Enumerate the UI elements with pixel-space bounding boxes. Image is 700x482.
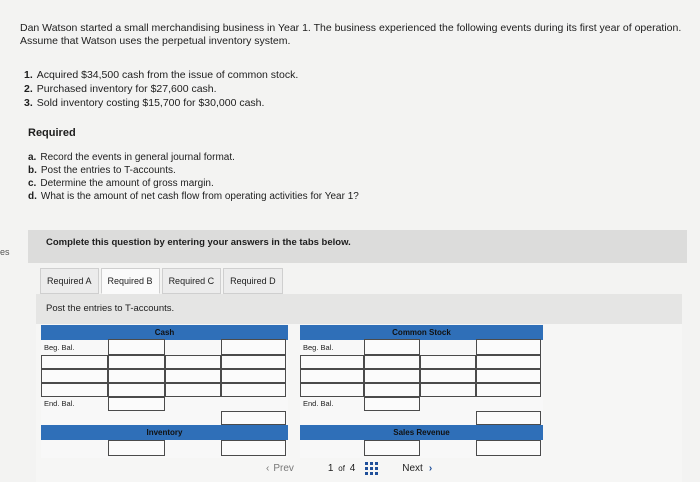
- grid-icon[interactable]: [365, 462, 378, 475]
- cs-credit-end[interactable]: [476, 411, 541, 425]
- beg-bal-label: Beg. Bal.: [44, 343, 75, 352]
- cash-debit-row3[interactable]: [108, 383, 165, 397]
- cash-credit-row3-label[interactable]: [165, 383, 221, 397]
- cash-credit-row2-label[interactable]: [165, 369, 221, 383]
- required-parts-list: [28, 151, 359, 203]
- t-account-title: Cash: [41, 325, 288, 340]
- cs-debit-row1[interactable]: [364, 355, 420, 369]
- chevron-left-icon: ‹: [266, 462, 270, 474]
- required-heading: Required: [28, 127, 76, 139]
- cs-debit-row3[interactable]: [364, 383, 420, 397]
- cash-credit-row1[interactable]: [221, 355, 286, 369]
- required-part: c. Determine the amount of gross margin.: [28, 178, 214, 189]
- tab-bar: [40, 268, 285, 294]
- next-button[interactable]: [402, 463, 432, 474]
- cs-debit-row1-label[interactable]: [300, 355, 364, 369]
- panel-instruction: Post the entries to T-accounts.: [46, 303, 175, 314]
- cash-debit-row2-label[interactable]: [41, 369, 108, 383]
- cash-credit-row1-label[interactable]: [165, 355, 221, 369]
- page-indicator: [328, 463, 355, 474]
- cs-credit-row3[interactable]: [476, 383, 541, 397]
- cash-credit-end[interactable]: [221, 411, 286, 425]
- cash-debit-beg[interactable]: [108, 339, 165, 355]
- required-part: d. What is the amount of net cash flow from operating activities for Year 1?: [28, 191, 359, 202]
- cash-debit-row1[interactable]: [108, 355, 165, 369]
- cash-debit-row1-label[interactable]: [41, 355, 108, 369]
- tab-required-b[interactable]: Required B: [101, 268, 160, 294]
- end-bal-label: End. Bal.: [303, 399, 334, 408]
- required-part: b. Post the entries to T-accounts.: [28, 165, 176, 176]
- cs-credit-row2-label[interactable]: [420, 369, 476, 383]
- required-part: a. Record the events in general journal format.: [28, 152, 235, 163]
- t-account-inventory: [41, 425, 288, 458]
- t-account-title: Sales Revenue: [300, 425, 543, 440]
- t-account-common-stock: [300, 325, 543, 429]
- current-page: 1: [327, 462, 334, 474]
- prev-button[interactable]: [266, 463, 294, 474]
- cash-credit-row3[interactable]: [221, 383, 286, 397]
- cash-debit-end[interactable]: [108, 397, 165, 411]
- cs-debit-row2[interactable]: [364, 369, 420, 383]
- cs-credit-row1-label[interactable]: [420, 355, 476, 369]
- cash-debit-row2[interactable]: [108, 369, 165, 383]
- t-account-title: Common Stock: [300, 325, 543, 340]
- problem-intro: Dan Watson started a small merchandising business in Year 1. The business experienced the following events during its first year of operation. Assume that Watson uses the perpetual inventory system.: [20, 22, 682, 47]
- margin-mark: es: [0, 247, 10, 257]
- pagination: [266, 458, 442, 478]
- cs-debit-row2-label[interactable]: [300, 369, 364, 383]
- next-label: Next: [402, 462, 423, 474]
- t-account-cash: [41, 325, 288, 429]
- inv-credit-beg[interactable]: [221, 440, 286, 456]
- cs-debit-end[interactable]: [364, 397, 420, 411]
- event-list: [24, 68, 298, 110]
- event-item: 2. Purchased inventory for $27,600 cash.: [24, 83, 217, 95]
- prev-label: Prev: [273, 462, 294, 474]
- tab-required-a[interactable]: Required A: [40, 268, 99, 294]
- cs-credit-row3-label[interactable]: [420, 383, 476, 397]
- event-item: 1. Acquired $34,500 cash from the issue of common stock.: [24, 69, 299, 81]
- chevron-right-icon: ›: [428, 462, 433, 474]
- cash-debit-row3-label[interactable]: [41, 383, 108, 397]
- total-pages: 4: [349, 462, 356, 474]
- event-item: 3. Sold inventory costing $15,700 for $30,000 cash.: [24, 97, 265, 109]
- cs-credit-row1[interactable]: [476, 355, 541, 369]
- cash-credit-beg[interactable]: [221, 339, 286, 355]
- end-bal-label: End. Bal.: [44, 399, 75, 408]
- cs-debit-beg[interactable]: [364, 339, 420, 355]
- page-of-label: of: [338, 463, 345, 473]
- instruction-banner-text: Complete this question by entering your answers in the tabs below.: [46, 237, 351, 248]
- sr-credit-beg[interactable]: [476, 440, 541, 456]
- t-account-title: Inventory: [41, 425, 288, 440]
- inv-debit-beg[interactable]: [108, 440, 165, 456]
- tab-required-c[interactable]: Required C: [162, 268, 222, 294]
- tab-required-d[interactable]: Required D: [223, 268, 283, 294]
- cs-credit-row2[interactable]: [476, 369, 541, 383]
- cs-credit-beg[interactable]: [476, 339, 541, 355]
- t-account-sales-revenue: [300, 425, 543, 458]
- beg-bal-label: Beg. Bal.: [303, 343, 334, 352]
- cash-credit-row2[interactable]: [221, 369, 286, 383]
- sr-debit-beg[interactable]: [364, 440, 420, 456]
- cs-debit-row3-label[interactable]: [300, 383, 364, 397]
